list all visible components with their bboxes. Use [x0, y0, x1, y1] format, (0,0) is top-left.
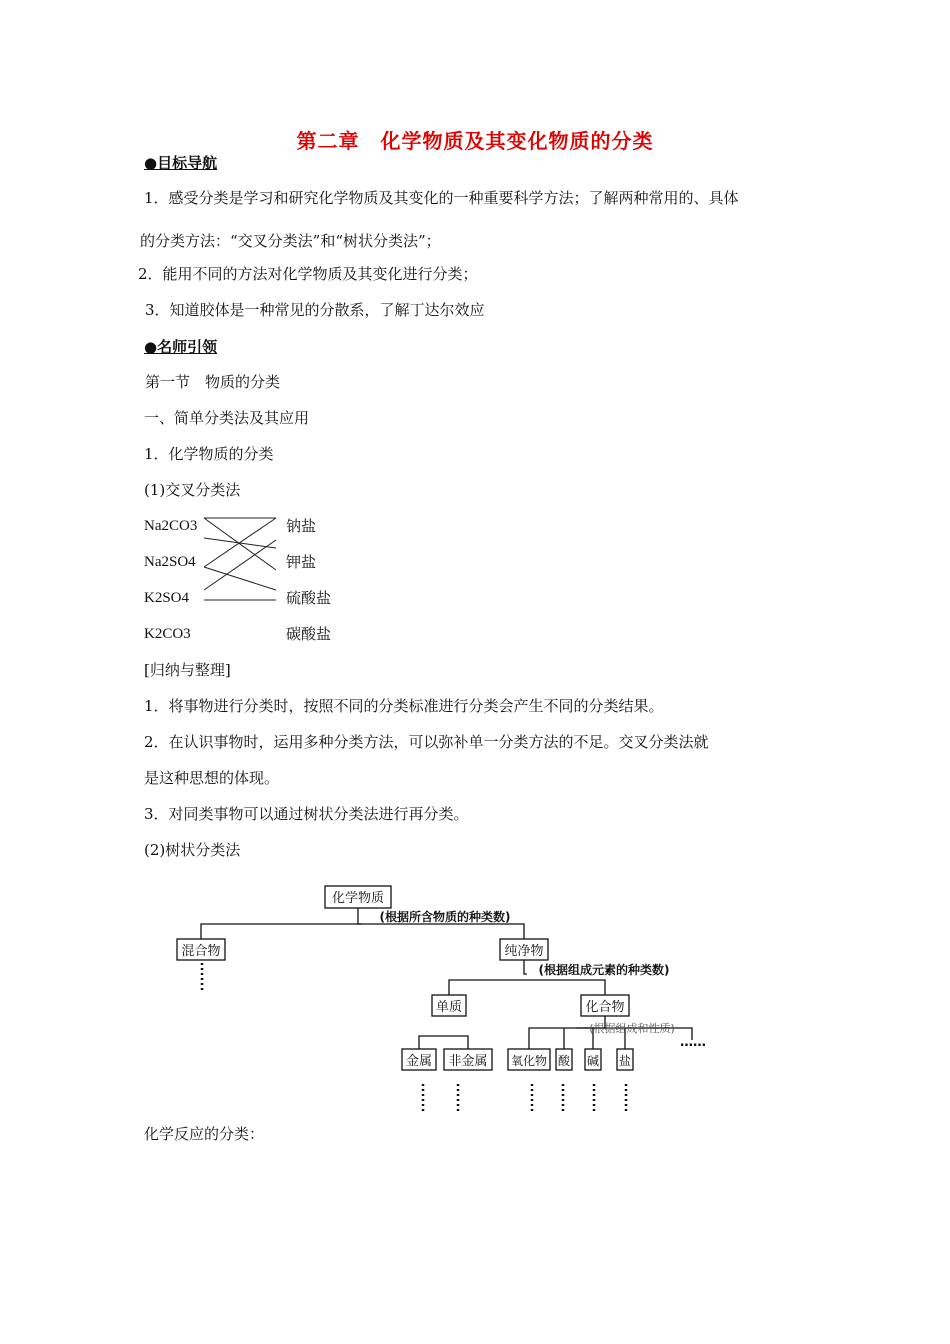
- goal-item-3: 3．知道胶体是一种常见的分散系，了解丁达尔效应: [145, 301, 485, 319]
- goal-item-2: 2．能用不同的方法对化学物质及其变化进行分类；: [138, 265, 478, 283]
- reaction-heading: 化学反应的分类：: [144, 1125, 265, 1143]
- cross-line: [204, 567, 276, 590]
- cross-right-4: 碳酸盐: [286, 625, 332, 643]
- summary-2-line-1: 2．在认识事物时，运用多种分类方法，可以弥补单一分类方法的不足。交叉分类法就: [144, 733, 709, 751]
- method-tree: (2)树状分类法: [144, 841, 241, 859]
- tree-node-acid: 酸: [557, 1054, 571, 1068]
- tree-link-root: [201, 924, 524, 939]
- goal-item-1-line-2: 的分类方法：“交叉分类法”和“树状分类法”；: [140, 232, 441, 250]
- teacher-heading: ●名师引领: [144, 338, 218, 356]
- tree-node-compound: 化合物: [585, 1000, 625, 1015]
- tree-root-criterion: (根据所含物质的种类数): [379, 910, 511, 924]
- cross-right-3: 硫酸盐: [286, 589, 332, 607]
- tree-node-oxide: 氧化物: [510, 1054, 548, 1068]
- tree-node-root: 化学物质: [331, 891, 385, 906]
- tree-compound-criterion: (根据组成和性质): [589, 1022, 675, 1035]
- cross-left-3: K2SO4: [144, 590, 190, 606]
- page-title: 第二章 化学物质及其变化物质的分类: [296, 129, 654, 153]
- summary-1: 1．将事物进行分类时，按照不同的分类标准进行分类会产生不同的分类结果。: [144, 697, 664, 715]
- tree-ellipsis: ……: [680, 1035, 706, 1050]
- tree-link-element: [419, 1036, 468, 1049]
- section-title: 第一节 物质的分类: [145, 373, 281, 391]
- tree-link-pure: [449, 980, 605, 995]
- tree-pure-criterion: (根据组成元素的种类数): [538, 963, 670, 977]
- cross-right-1: 钠盐: [286, 517, 317, 535]
- goal-item-1-line-1: 1．感受分类是学习和研究化学物质及其变化的一种重要科学方法；了解两种常用的、具体: [144, 189, 739, 207]
- cross-left-1: Na2CO3: [144, 518, 198, 534]
- tree-node-mixture: 混合物: [181, 944, 221, 959]
- tree-node-nonmetal: 非金属: [448, 1054, 488, 1069]
- tree-bracket-root: [358, 908, 362, 924]
- summary-3: 3．对同类事物可以通过树状分类法进行再分类。: [144, 805, 469, 823]
- summary-2-line-2: 是这种思想的体现。: [144, 769, 280, 787]
- subsection-title: 一、简单分类法及其应用: [144, 409, 310, 427]
- tree-node-pure: 纯净物: [504, 944, 544, 959]
- summary-heading: [归纳与整理]: [144, 661, 231, 679]
- cross-left-4: K2CO3: [144, 626, 191, 642]
- tree-node-metal: 金属: [405, 1054, 433, 1069]
- goals-heading: ●目标导航: [144, 154, 218, 172]
- cross-right-2: 钾盐: [286, 553, 317, 571]
- tree-bracket-pure: [524, 960, 527, 974]
- tree-node-salt: 盐: [618, 1054, 632, 1068]
- point-1: 1．化学物质的分类: [144, 445, 274, 463]
- cross-left-2: Na2SO4: [144, 554, 196, 570]
- tree-diagram: [0, 880, 950, 1120]
- tree-node-base: 碱: [586, 1054, 600, 1068]
- cross-line: [204, 540, 276, 590]
- tree-node-element: 单质: [435, 1000, 463, 1015]
- method-cross: (1)交叉分类法: [144, 481, 241, 499]
